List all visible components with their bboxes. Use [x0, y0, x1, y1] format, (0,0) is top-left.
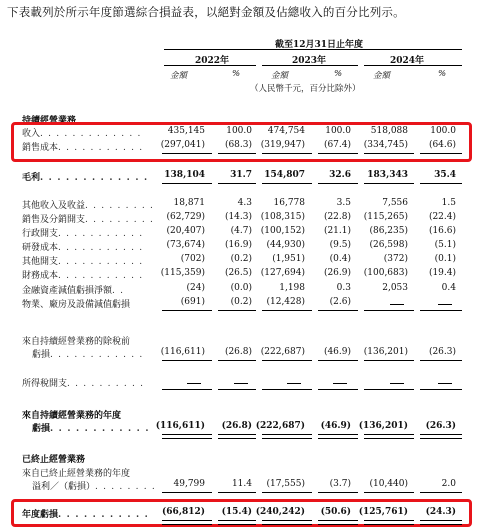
percent-cell: (5.1)	[434, 240, 456, 250]
table-row	[0, 411, 500, 435]
row-label	[32, 347, 143, 360]
percent-cell: (67.4)	[323, 140, 351, 150]
subtotal-rule	[318, 183, 358, 184]
row-label-text: 行政開支	[22, 229, 59, 239]
percent-cell: (22.8)	[323, 212, 351, 222]
percent-cell: (21.1)	[323, 226, 351, 236]
total-double-rule	[218, 434, 256, 439]
percent-header-2023: %	[334, 69, 343, 79]
percent-cell: (26.9)	[323, 268, 351, 278]
amount-cell: (691)	[180, 297, 205, 307]
row-label-dots: . . . . . . . . .	[85, 201, 155, 211]
amount-cell: 1,198	[279, 283, 305, 293]
subtotal-rule	[420, 183, 462, 184]
amount-cell: (372)	[383, 254, 408, 264]
subtotal-rule	[318, 153, 358, 154]
subtotal-rule	[420, 389, 462, 390]
subtotal-rule	[262, 183, 312, 184]
year-2023-underline	[262, 65, 358, 66]
subtotal-rule	[218, 310, 256, 311]
amount-cell: (702)	[180, 254, 205, 264]
row-label-line1: 來自持續經營業務的除稅前	[22, 337, 131, 347]
percent-cell: (16.6)	[428, 226, 456, 236]
subtotal-rule	[318, 310, 358, 311]
total-double-rule	[262, 434, 312, 439]
amount-cell: (116,611)	[155, 421, 205, 431]
subtotal-rule	[262, 492, 312, 493]
subtotal-rule	[364, 492, 414, 493]
row-label-text: 財務成本	[22, 271, 59, 281]
amount-cell: (66,812)	[162, 507, 205, 517]
amount-cell: (136,201)	[358, 421, 408, 431]
highlight-revenue-cost	[11, 122, 472, 162]
nil-dash	[390, 383, 404, 384]
percent-cell: 3.5	[336, 198, 351, 208]
percent-cell: 31.7	[230, 170, 252, 180]
amount-cell: (116,611)	[160, 347, 205, 357]
total-double-rule	[420, 434, 462, 439]
total-double-rule	[162, 520, 212, 525]
percent-cell: (16.9)	[224, 240, 252, 250]
amount-cell: (86,235)	[369, 226, 408, 236]
subtotal-rule	[420, 492, 462, 493]
amount-cell: 435,145	[167, 126, 205, 136]
percent-cell: 11.4	[231, 479, 252, 489]
percent-cell: (14.3)	[224, 212, 252, 222]
row-label	[22, 376, 144, 389]
nil-dash	[438, 383, 452, 384]
amount-cell: 518,088	[370, 126, 408, 136]
amount-cell: (115,359)	[160, 268, 205, 278]
percent-cell: 0.4	[441, 283, 456, 293]
percent-cell: (26.3)	[428, 347, 456, 357]
section-continuing: 持續經營業務	[22, 116, 77, 126]
year-2022: 2022年	[195, 56, 230, 66]
row-label-dots: . . . . . . . . .	[85, 215, 155, 225]
amount-cell: 2,053	[382, 283, 408, 293]
amount-cell: (136,201)	[363, 347, 408, 357]
percent-cell: (0.2)	[230, 297, 252, 307]
subtotal-rule	[318, 389, 358, 390]
percent-cell: 100.0	[430, 126, 456, 136]
amount-cell: 18,871	[173, 198, 205, 208]
amount-cell: (240,242)	[255, 507, 305, 517]
amount-cell: (108,315)	[260, 212, 305, 222]
amount-cell: (222,687)	[255, 421, 305, 431]
subtotal-rule	[162, 492, 212, 493]
amount-cell: 154,807	[264, 170, 305, 180]
amount-cell: (127,694)	[260, 268, 305, 278]
amount-cell: (44,930)	[266, 240, 305, 250]
table-row	[0, 268, 500, 282]
subtotal-rule	[262, 389, 312, 390]
subtotal-rule	[420, 310, 462, 311]
amount-cell: (1,951)	[272, 254, 305, 264]
subtotal-rule	[162, 389, 212, 390]
period-header: 截至12月31日止年度	[275, 40, 364, 50]
amount-cell: (62,729)	[166, 212, 205, 222]
table-row	[0, 212, 500, 226]
row-label	[22, 240, 143, 253]
percent-cell: (0.0)	[230, 283, 252, 293]
subtotal-rule	[318, 492, 358, 493]
subtotal-rule	[162, 360, 212, 361]
percent-cell: (19.4)	[428, 268, 456, 278]
row-label	[32, 479, 156, 492]
subtotal-rule	[218, 153, 256, 154]
percent-cell: (26.3)	[425, 421, 456, 431]
period-underline	[164, 49, 462, 50]
section-discontinued: 已終止經營業務	[22, 455, 86, 465]
row-label-dots: . . . . . . . . . . .	[58, 510, 150, 520]
row-label-text: 物業、廠房及設備減值虧損	[22, 300, 131, 310]
subtotal-rule	[218, 360, 256, 361]
row-label-dots: . . . . . . . . . . .	[58, 229, 144, 239]
amount-cell: (17,555)	[266, 479, 305, 489]
percent-cell: (50.6)	[320, 507, 351, 517]
percent-cell: (0.4)	[329, 254, 351, 264]
amount-cell: (73,674)	[166, 240, 205, 250]
row-label	[22, 212, 154, 225]
subtotal-rule	[218, 183, 256, 184]
row-label-text: 銷售及分銷開支	[22, 215, 86, 225]
subtotal-rule	[262, 310, 312, 311]
row-label	[22, 226, 143, 239]
amount-cell: (222,687)	[260, 347, 305, 357]
row-label-text: 溢利／（虧損）	[32, 482, 96, 492]
percent-cell: 4.3	[237, 198, 252, 208]
table-row	[0, 226, 500, 240]
amount-header-2024: 金額	[373, 71, 391, 81]
subtotal-rule	[364, 310, 414, 311]
amount-header-2023: 金額	[271, 71, 289, 81]
amount-cell: (334,745)	[363, 140, 408, 150]
row-label-dots: . . . . . . . . . . . . .	[40, 129, 142, 139]
percent-cell: 2.0	[441, 479, 456, 489]
subtotal-rule	[364, 360, 414, 361]
percent-header-2024: %	[438, 69, 447, 79]
year-2022-underline	[164, 65, 256, 66]
nil-dash	[187, 383, 201, 384]
total-double-rule	[420, 520, 462, 525]
amount-cell: (115,265)	[363, 212, 408, 222]
amount-cell: (100,152)	[260, 226, 305, 236]
percent-cell: 32.6	[329, 170, 351, 180]
total-double-rule	[262, 520, 312, 525]
row-label-text: 其他收入及收益	[22, 201, 86, 211]
percent-cell: (9.5)	[329, 240, 351, 250]
amount-cell: 16,778	[273, 198, 305, 208]
percent-cell: (4.7)	[230, 226, 252, 236]
amount-cell: 138,104	[164, 170, 205, 180]
percent-cell: (26.8)	[224, 347, 252, 357]
subtotal-rule	[162, 183, 212, 184]
table-row	[0, 337, 500, 361]
nil-dash	[287, 383, 301, 384]
percent-cell: (22.4)	[428, 212, 456, 222]
percent-cell: (0.1)	[434, 254, 456, 264]
subtotal-rule	[420, 153, 462, 154]
row-label-dots: . . . . . . . . . . . . .	[40, 173, 149, 183]
subtotal-rule	[162, 310, 212, 311]
row-label-text: 其他開支	[22, 257, 59, 267]
row-label-text: 虧損	[32, 424, 51, 434]
table-row	[0, 297, 500, 311]
row-label-dots: . . . . . . . . . . .	[58, 143, 144, 153]
subtotal-rule	[420, 360, 462, 361]
subtotal-rule	[364, 389, 414, 390]
table-row	[0, 254, 500, 268]
percent-cell: (26.8)	[221, 421, 252, 431]
total-double-rule	[318, 520, 358, 525]
amount-cell: 49,799	[173, 479, 205, 489]
nil-dash	[438, 304, 452, 305]
row-label-dots: . . . . . . . . . . . .	[50, 350, 144, 360]
subtotal-rule	[364, 183, 414, 184]
amount-cell: (319,947)	[260, 140, 305, 150]
year-2024: 2024年	[390, 56, 425, 66]
total-double-rule	[364, 520, 414, 525]
percent-cell: (46.9)	[320, 421, 351, 431]
row-label-text: 收入	[22, 129, 41, 139]
amount-cell: (125,761)	[358, 507, 408, 517]
row-label-text: 金融資產減值虧損淨額	[22, 286, 113, 296]
row-label-text: 年度虧損	[22, 510, 59, 520]
percent-header-2022: %	[232, 69, 241, 79]
percent-cell: (3.7)	[329, 479, 351, 489]
percent-cell: (64.6)	[428, 140, 456, 150]
table-row	[0, 283, 500, 297]
row-label	[22, 254, 143, 267]
total-double-rule	[364, 434, 414, 439]
row-label	[22, 283, 124, 296]
row-label-dots: . . . . . . . . . . .	[58, 257, 144, 267]
year-2024-underline	[364, 65, 462, 66]
row-label-dots: . . . . . . . . . . .	[58, 271, 144, 281]
subtotal-rule	[364, 153, 414, 154]
table-row	[0, 198, 500, 212]
nil-dash	[234, 383, 248, 384]
row-label-text: 所得稅開支	[22, 379, 68, 389]
subtotal-rule	[262, 153, 312, 154]
percent-cell: (46.9)	[323, 347, 351, 357]
percent-cell: (15.4)	[221, 507, 252, 517]
subtotal-rule	[218, 492, 256, 493]
row-label	[32, 421, 150, 434]
amount-cell: (12,428)	[266, 297, 305, 307]
percent-cell: (24.3)	[425, 507, 456, 517]
row-label-dots: . . . . . . . . . . .	[58, 243, 144, 253]
row-label	[22, 268, 143, 281]
total-double-rule	[162, 434, 212, 439]
row-label	[22, 170, 148, 183]
amount-cell: 183,343	[367, 170, 408, 180]
subtotal-rule	[318, 360, 358, 361]
row-label-text: 虧損	[32, 350, 51, 360]
amount-cell: (297,041)	[160, 140, 205, 150]
table-row	[0, 240, 500, 254]
table-row	[0, 376, 500, 390]
row-label-dots: . .	[112, 286, 125, 296]
percent-cell: (2.6)	[329, 297, 351, 307]
row-label	[22, 297, 130, 310]
amount-header-2022: 金額	[170, 71, 188, 81]
row-label-text: 銷售成本	[22, 143, 59, 153]
row-label-line1: 來自持續經營業務的年度	[22, 411, 122, 421]
amount-cell: 7,556	[382, 198, 408, 208]
amount-cell: (10,440)	[369, 479, 408, 489]
subtotal-rule	[262, 360, 312, 361]
percent-cell: (26.5)	[224, 268, 252, 278]
subtotal-rule	[162, 153, 212, 154]
amount-cell: 474,754	[267, 126, 305, 136]
row-label-dots: . . . . . . . . . .	[67, 379, 145, 389]
nil-dash	[390, 304, 404, 305]
table-row	[0, 170, 500, 184]
amount-cell: (20,407)	[166, 226, 205, 236]
year-2023: 2023年	[292, 56, 327, 66]
row-label-dots: . . . . . . . .	[95, 482, 156, 492]
total-double-rule	[318, 434, 358, 439]
subtotal-rule	[218, 389, 256, 390]
row-label-text: 毛利	[22, 173, 41, 183]
percent-cell: 35.4	[434, 170, 456, 180]
percent-cell: (68.3)	[224, 140, 252, 150]
percent-cell: (0.2)	[230, 254, 252, 264]
unit-note: （人民幣千元，百分比除外）	[250, 84, 361, 94]
intro-text: 下表載列於所示年度節選綜合損益表，以絕對金額及佔總收入的百分比列示。	[7, 5, 405, 19]
row-label-dots: . . . . . . . . . . . .	[50, 424, 150, 434]
nil-dash	[333, 383, 347, 384]
row-label-line1: 來自已終止經營業務的年度	[22, 469, 131, 479]
row-label-text: 研發成本	[22, 243, 59, 253]
row-label	[22, 198, 154, 211]
percent-cell: 0.3	[336, 283, 351, 293]
table-row	[0, 469, 500, 493]
amount-cell: (100,683)	[363, 268, 408, 278]
percent-cell: 1.5	[441, 198, 456, 208]
percent-cell: 100.0	[325, 126, 351, 136]
total-double-rule	[218, 520, 256, 525]
amount-cell: (24)	[186, 283, 205, 293]
percent-cell: 100.0	[226, 126, 252, 136]
amount-cell: (26,598)	[369, 240, 408, 250]
